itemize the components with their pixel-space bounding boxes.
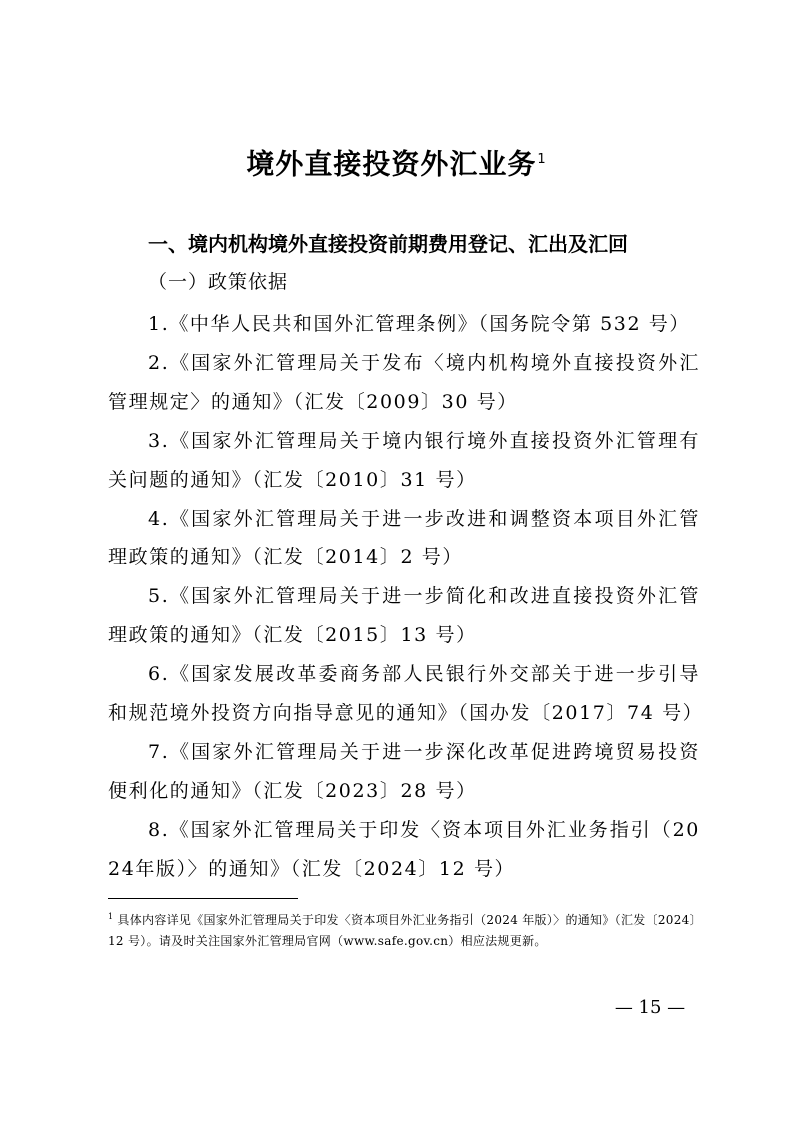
footnote bbox=[108, 906, 700, 952]
policy-item-4: 4.《国家外汇管理局关于进一步改进和调整资本项目外汇管理政策的通知》（汇发〔2014〕2 号） bbox=[108, 507, 700, 569]
title-footnote-marker[interactable]: 1 bbox=[537, 152, 547, 167]
footnote-marker: 1 bbox=[108, 912, 114, 921]
footnote-text: 具体内容详见《国家外汇管理局关于印发〈资本项目外汇业务指引（2024 年版）〉的通知》（汇发〔2024〕12 号）。请及时关注国家外汇管理局官网（www.safe.gov.cn）相应法规更新。 bbox=[108, 913, 696, 948]
policy-item-6: 6.《国家发展改革委商务部人民银行外交部关于进一步引导和规范境外投资方向指导意见的通知》（国办发〔2017〕74 号） bbox=[108, 663, 704, 725]
subsection-heading: （一）政策依据 bbox=[148, 271, 289, 293]
document-title-text: 境外直接投资外汇业务 bbox=[246, 147, 537, 181]
page-number: — 15 — bbox=[614, 997, 686, 1018]
policy-item-3: 3.《国家外汇管理局关于境内银行境外直接投资外汇管理有关问题的通知》（汇发〔2010〕31 号） bbox=[108, 429, 700, 491]
policy-item-7: 7.《国家外汇管理局关于进一步深化改革促进跨境贸易投资便利化的通知》（汇发〔2023〕28 号） bbox=[108, 740, 700, 802]
policy-item-5: 5.《国家外汇管理局关于进一步简化和改进直接投资外汇管理政策的通知》（汇发〔2015〕13 号） bbox=[108, 585, 700, 647]
document-title bbox=[0, 140, 793, 184]
policy-item-2: 2.《国家外汇管理局关于发布〈境内机构境外直接投资外汇管理规定〉的通知》（汇发〔2009〕30 号） bbox=[108, 351, 700, 413]
policy-basis-list bbox=[108, 305, 704, 889]
section-heading: 一、境内机构境外直接投资前期费用登记、汇出及汇回 bbox=[148, 232, 628, 256]
policy-item-1: 1.《中华人民共和国外汇管理条例》（国务院令第 532 号） bbox=[148, 313, 690, 335]
policy-item-8: 8.《国家外汇管理局关于印发〈资本项目外汇业务指引（2024年版）〉的通知》（汇发〔2024〕12 号） bbox=[108, 818, 700, 880]
footnote-divider bbox=[108, 898, 298, 899]
